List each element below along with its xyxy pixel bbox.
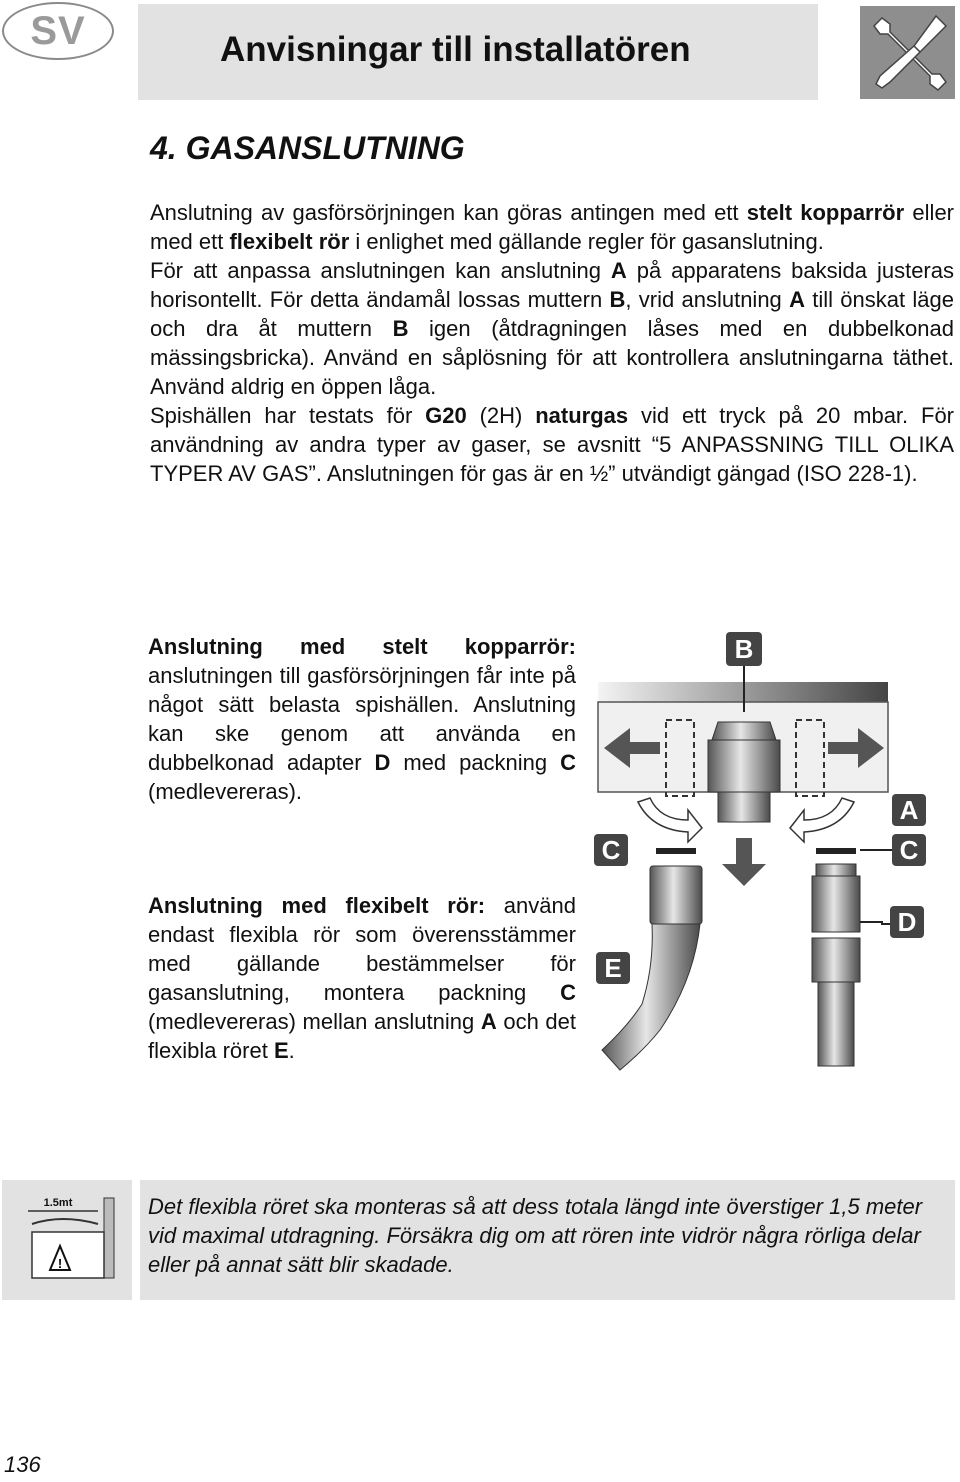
text-run-bold: A [789, 287, 805, 312]
text-run-bold: C [560, 750, 576, 775]
text-run-bold: G20 [425, 403, 467, 428]
adapter-body [812, 876, 860, 932]
flexible-pipe-heading: Anslutning med flexibelt rör: [148, 893, 486, 918]
intro-paragraph-3 [150, 401, 954, 488]
warning-length-icon [2, 1180, 132, 1300]
text-run: (medlevereras) mellan anslutning [148, 1009, 481, 1034]
rigid-pipe-paragraph [148, 632, 576, 806]
label-a: A [899, 795, 919, 825]
text-run-bold: B [609, 287, 626, 312]
language-code: SV [30, 8, 86, 53]
text-run-bold: naturgas [535, 403, 629, 428]
section-title: 4. GASANSLUTNING [150, 130, 465, 166]
svg-text:!: ! [57, 1256, 63, 1271]
gas-connection-diagram [590, 630, 935, 1110]
fitting-nut-top [712, 722, 776, 740]
text-run: (medlevereras). [148, 779, 303, 804]
language-badge [2, 2, 114, 60]
text-run: på apparatens baksida justeras horisontellt. För detta ändamål lossas muttern [150, 258, 954, 312]
text-run: . [288, 1038, 295, 1063]
text-run-bold: D [374, 750, 391, 775]
text-run: , vrid anslutning [625, 287, 790, 312]
text-run-bold: A [610, 258, 627, 283]
text-run: till önskat läge och dra åt muttern [150, 287, 955, 341]
flexible-pipe-paragraph [148, 891, 576, 1065]
text-run-bold: stelt kopparrör [746, 200, 905, 225]
gasket-left [656, 848, 696, 854]
intro-paragraph-2 [150, 256, 954, 401]
gasket-right [816, 848, 856, 854]
fitting-body [718, 792, 770, 822]
arrow-down [722, 838, 766, 886]
text-run: eller med ett [150, 200, 955, 254]
header-bar [138, 4, 818, 100]
rotate-arrow-left [638, 798, 702, 842]
text-run-bold: A [480, 1009, 497, 1034]
text-run: med packning [390, 750, 561, 775]
text-run-bold: flexibelt rör [229, 229, 350, 254]
warning-icon-box [2, 1180, 132, 1300]
text-run: vid ett tryck på 20 mbar. För användning av andra typer av gaser, se avsnitt “5 ANPASSNING TILL OLIKA TYPER AV GAS”. Anslutningen för gas är en ½” utvändigt gängad (ISO 228-1). [150, 403, 955, 486]
text-run: och det flexibla röret [148, 1009, 577, 1063]
text-run: (2H) [466, 403, 536, 428]
text-run: anslutningen till gasförsörjningen får inte på något sätt belasta spishällen. Anslutning kan ske genom att använda en dubbelkonad adapter [148, 663, 576, 775]
text-run-bold: E [273, 1038, 289, 1063]
label-c-right: C [899, 835, 919, 865]
rotate-arrow-right [790, 798, 854, 842]
flexible-hose-nut [650, 866, 702, 924]
intro-paragraph-1 [150, 198, 954, 256]
text-run-bold: B [392, 316, 409, 341]
rigid-pipe-heading: Anslutning med stelt kopparrör: [148, 634, 576, 659]
leader-line-d [860, 922, 890, 924]
label-d: D [897, 907, 917, 937]
warning-icon-label: 1.5mt [43, 1197, 73, 1209]
text-run: Anslutning av gasförsörjningen kan göras antingen med ett [150, 200, 747, 225]
copper-pipe [818, 982, 854, 1066]
text-run: igen (åtdragningen låses med en dubbelkonad mässingsbricka). Använd en såplösning för att kontrollera anslutningarna täthet. Använd aldrig en öppen låga. [150, 316, 954, 399]
text-run: För att anpassa anslutningen kan anslutning [150, 258, 611, 283]
adapter-nut [812, 938, 860, 982]
page-number: 136 [4, 1452, 41, 1477]
intro-text [150, 198, 954, 488]
label-e: E [604, 953, 622, 983]
text-run: Spishällen har testats för [150, 403, 426, 428]
warning-note [140, 1180, 955, 1300]
screwdriver-wrench-icon [860, 6, 955, 99]
fitting-nut [708, 740, 780, 792]
text-run-bold: C [560, 980, 576, 1005]
page-title: Anvisningar till installatören [220, 30, 691, 69]
adapter-ring-top [816, 864, 856, 876]
label-c-left: C [601, 835, 621, 865]
warning-text: Det flexibla röret ska monteras så att dess totala längd inte överstiger 1,5 meter vid maximal utdragning. Försäkra dig om att rören inte vidrör några rörliga delar eller på annat sätt blir skadade. [148, 1194, 923, 1277]
text-run: i enlighet med gällande regler för gasanslutning. [349, 229, 824, 254]
text-run: använd endast flexibla rör som överensstämmer med gällande bestämmelser för gasanslutning, montera packning [148, 893, 576, 1005]
flexible-hose [602, 924, 700, 1070]
label-b: B [734, 634, 754, 664]
